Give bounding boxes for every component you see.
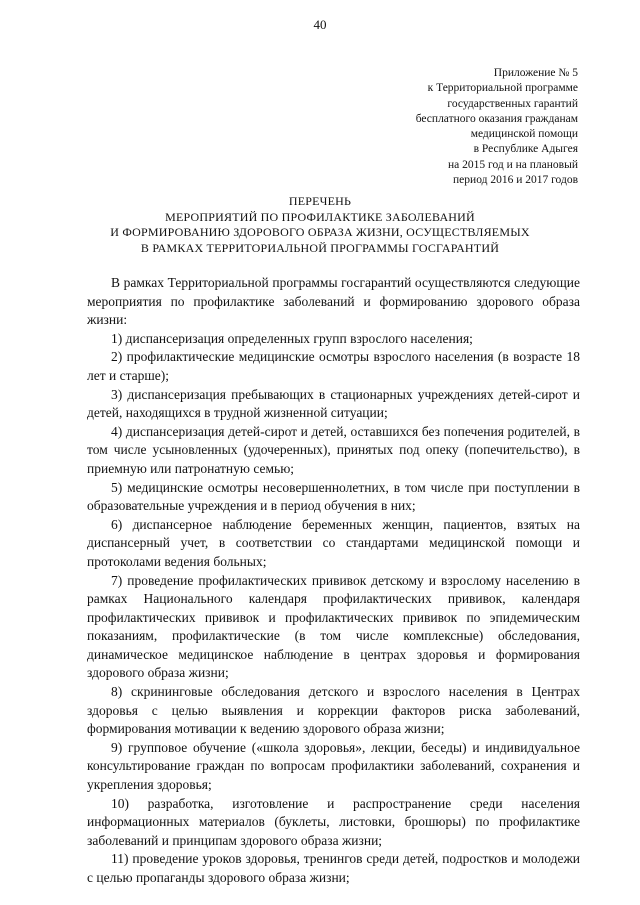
appendix-line: медицинской помощи xyxy=(470,128,578,141)
document-body xyxy=(87,274,580,888)
document-title xyxy=(60,194,580,256)
list-item: 1) диспансеризация определенных групп взрослого населения; xyxy=(111,330,473,346)
list-item: 6) диспансерное наблюдение беременных женщин, пациентов, взятых на диспансерный учет, в соответствии со стандартами медицинской помощи и протоколами ведения больных; xyxy=(87,516,580,569)
page-number: 40 xyxy=(313,17,327,32)
list-item: 9) групповое обучение («школа здоровья», лекции, беседы) и индивидуальное консультирование граждан по вопросам профилактики заболеваний, сохранения и укрепления здоровья; xyxy=(87,739,580,793)
appendix-line: период 2016 и 2017 годов xyxy=(453,174,578,187)
list-item: 11) проведение уроков здоровья, тренингов среди детей, подростков и молодежи с целью пропаганды здорового образа жизни; xyxy=(87,851,580,885)
appendix-line: на 2015 год и на плановый xyxy=(448,158,578,171)
appendix-line: к Территориальной программе xyxy=(427,82,578,95)
appendix-line: бесплатного оказания гражданам xyxy=(415,112,578,125)
list-item: 2) профилактические медицинские осмотры взрослого населения (в возрасте 18 лет и старше); xyxy=(87,349,580,383)
appendix-line: Приложение № 5 xyxy=(493,67,578,79)
title-line: МЕРОПРИЯТИЙ ПО ПРОФИЛАКТИКЕ ЗАБОЛЕВАНИЙ xyxy=(165,209,475,224)
title-line: И ФОРМИРОВАНИЮ ЗДОРОВОГО ОБРАЗА ЖИЗНИ, ОСУЩЕСТВЛЯЕМЫХ xyxy=(110,225,530,239)
appendix-block xyxy=(318,66,578,188)
list-item: 5) медицинские осмотры несовершеннолетних, в том числе при поступлении в образовательные учреждения и в период обучения в них; xyxy=(87,479,580,514)
appendix-line: государственных гарантий xyxy=(447,97,578,110)
list-item: 8) скрининговые обследования детского и взрослого населения в Центрах здоровья с целью выявления и коррекции факторов риска заболеваний, формирования мотивации к ведению здорового образа жизни; xyxy=(87,684,580,737)
intro-paragraph: В рамках Территориальной программы госгарантий осуществляются следующие мероприятия по профилактике заболеваний и формированию здорового образа жизни: xyxy=(87,275,580,328)
title-line: В РАМКАХ ТЕРРИТОРИАЛЬНОЙ ПРОГРАММЫ ГОСГАРАНТИЙ xyxy=(140,240,500,255)
list-item: 3) диспансеризация пребывающих в стационарных учреждениях детей-сирот и детей, находящихся в трудной жизненной ситуации; xyxy=(87,386,580,421)
appendix-line: в Республике Адыгея xyxy=(473,143,578,156)
list-item: 4) диспансеризация детей-сирот и детей, оставшихся без попечения родителей, в том числе усыновленных (удочеренных), принятых под опеку (попечительство), в приемную или патронатную семью; xyxy=(87,423,580,476)
list-item: 10) разработка, изготовление и распространение среди населения информационных материалов (буклеты, листовки, брошюры) по профилактике заболеваний и принципам здорового образа жизни; xyxy=(87,795,580,848)
list-item: 7) проведение профилактических прививок детскому и взрослому населению в рамках Национального календаря профилактических прививок, календаря профилактических прививок и профилактических прививок по эпидемическим показаниям, профилактические (в том числе комплексные) обследования, динамическое медицинское наблюдение в центрах здоровья и формирования здорового образа жизни; xyxy=(87,572,580,681)
title-line: ПЕРЕЧЕНЬ xyxy=(288,194,352,208)
